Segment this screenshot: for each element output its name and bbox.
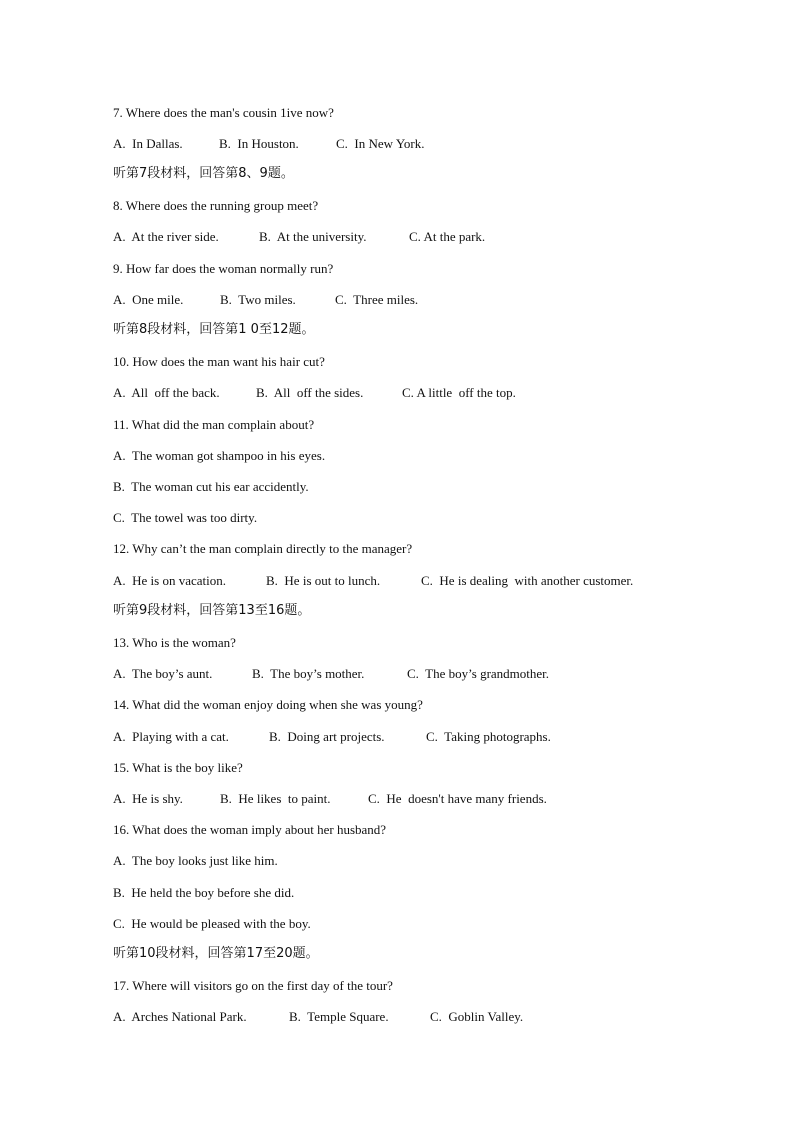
section-heading-10: 听第10段材料，回答第17至20题。 bbox=[113, 946, 319, 961]
option-b: B. Temple Square. bbox=[289, 1009, 389, 1024]
option-b: B. In Houston. bbox=[219, 136, 299, 151]
question-17: 17. Where will visitors go on the first day of the tour? bbox=[113, 978, 393, 993]
option-b: B. He is out to lunch. bbox=[266, 573, 381, 588]
question-8-options bbox=[113, 229, 485, 245]
question-11-option-a: A. The woman got shampoo in his eyes. bbox=[113, 448, 326, 463]
question-16-option-b: B. He held the boy before she did. bbox=[113, 885, 295, 900]
option-a: A. In Dallas. bbox=[113, 136, 183, 151]
question-7: 7. Where does the man's cousin 1ive now? bbox=[113, 105, 334, 120]
option-a: A. Playing with a cat. bbox=[113, 729, 229, 744]
option-b: B. At the university. bbox=[259, 229, 367, 244]
question-14: 14. What did the woman enjoy doing when she was young? bbox=[113, 697, 423, 712]
option-c: C. A little off the top. bbox=[402, 385, 516, 400]
option-b: B. Doing art projects. bbox=[269, 729, 385, 744]
question-10-options bbox=[113, 385, 516, 401]
option-c: C. He is dealing with another customer. bbox=[421, 573, 634, 588]
option-c: C. Taking photographs. bbox=[426, 729, 551, 744]
section-heading-7: 听第7段材料，回答第8、9题。 bbox=[113, 166, 294, 181]
section-heading-9: 听第9段材料，回答第13至16题。 bbox=[113, 603, 311, 618]
question-7-options bbox=[113, 136, 424, 152]
question-17-options bbox=[113, 1009, 523, 1025]
question-11-option-c: C. The towel was too dirty. bbox=[113, 510, 258, 525]
option-c: C. He doesn't have many friends. bbox=[368, 791, 547, 806]
question-9-options bbox=[113, 292, 418, 308]
question-12: 12. Why can’t the man complain directly to the manager? bbox=[113, 541, 413, 556]
option-c: C. Three miles. bbox=[335, 292, 419, 307]
question-15: 15. What is the boy like? bbox=[113, 760, 243, 775]
question-13-options bbox=[113, 666, 549, 682]
option-c: C. At the park. bbox=[409, 229, 486, 244]
question-14-options bbox=[113, 729, 551, 745]
option-a: A. All off the back. bbox=[113, 385, 220, 400]
option-a: A. Arches National Park. bbox=[113, 1009, 247, 1024]
question-11-option-b: B. The woman cut his ear accidently. bbox=[113, 479, 309, 494]
option-b: B. All off the sides. bbox=[256, 385, 364, 400]
option-a: A. The boy’s aunt. bbox=[113, 666, 213, 681]
option-b: B. The boy’s mother. bbox=[252, 666, 365, 681]
question-8: 8. Where does the running group meet? bbox=[113, 198, 319, 213]
question-16-option-a: A. The boy looks just like him. bbox=[113, 853, 278, 868]
question-15-options bbox=[113, 791, 547, 807]
question-16: 16. What does the woman imply about her husband? bbox=[113, 822, 387, 837]
option-a: A. He is on vacation. bbox=[113, 573, 227, 588]
option-a: A. He is shy. bbox=[113, 791, 183, 806]
question-9: 9. How far does the woman normally run? bbox=[113, 261, 334, 276]
question-16-option-c: C. He would be pleased with the boy. bbox=[113, 916, 311, 931]
option-b: B. Two miles. bbox=[220, 292, 296, 307]
option-a: A. One mile. bbox=[113, 292, 184, 307]
option-c: C. Goblin Valley. bbox=[430, 1009, 524, 1024]
section-heading-8: 听第8段材料，回答第1 0至12题。 bbox=[113, 322, 315, 337]
option-c: C. In New York. bbox=[336, 136, 425, 151]
option-c: C. The boy’s grandmother. bbox=[407, 666, 550, 681]
question-10: 10. How does the man want his hair cut? bbox=[113, 354, 325, 369]
question-11: 11. What did the man complain about? bbox=[113, 417, 315, 432]
question-12-options bbox=[113, 573, 633, 589]
option-b: B. He likes to paint. bbox=[220, 791, 331, 806]
option-a: A. At the river side. bbox=[113, 229, 219, 244]
question-13: 13. Who is the woman? bbox=[113, 635, 236, 650]
